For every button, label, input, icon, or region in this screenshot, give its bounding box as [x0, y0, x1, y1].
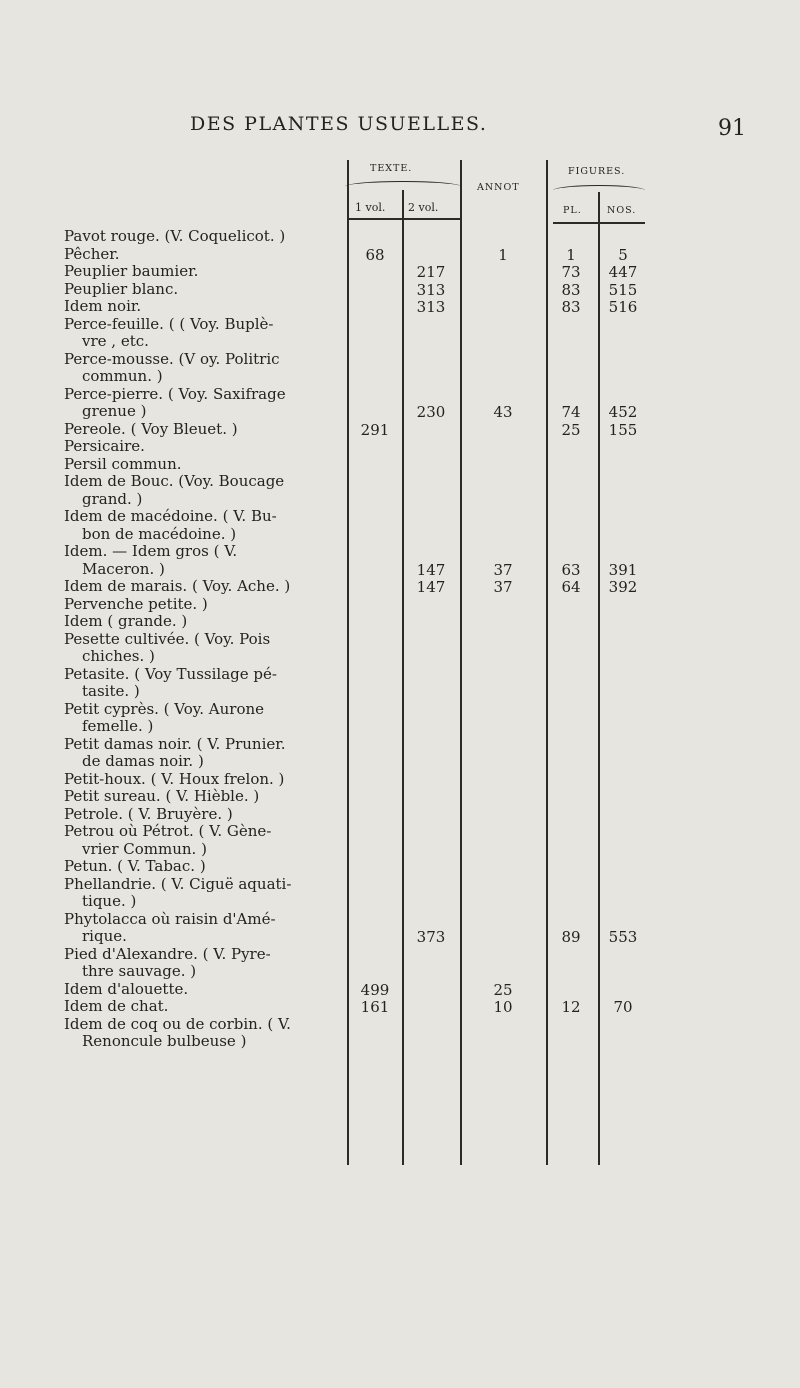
entry-continuation: femelle. )	[82, 717, 154, 735]
table-row	[64, 543, 342, 578]
figure-number-value: 5	[618, 245, 628, 264]
entry-continuation: grand. )	[82, 489, 143, 508]
entry-name: Pereole. ( Voy Bleuet. )	[64, 419, 238, 438]
table-row	[64, 631, 342, 666]
table-row	[64, 351, 342, 386]
entry-continuation: chiches. )	[82, 647, 155, 665]
entry-name: Persicaire.	[64, 437, 145, 455]
table-row	[64, 316, 342, 351]
plate-value: 64	[561, 578, 581, 596]
entry-name: Pavot rouge. (V. Coquelicot. )	[64, 227, 286, 245]
table-row	[64, 281, 342, 299]
entry-name: Persil commun.	[64, 454, 182, 473]
table-row	[64, 946, 342, 981]
table-row	[64, 666, 342, 701]
figure-number-value: 553	[608, 928, 638, 946]
text-vol1-value: 68	[365, 245, 385, 264]
pl-header: PL.	[563, 205, 582, 216]
column-rule	[347, 160, 349, 1165]
figure-number-value: 392	[608, 578, 638, 596]
table-row	[64, 806, 342, 824]
table-row	[64, 823, 342, 858]
entry-name: Perce-pierre. ( Voy. Saxifrage	[64, 384, 286, 403]
column-rule	[402, 190, 404, 1165]
figures-header: FIGURES.	[568, 166, 626, 177]
entry-name: Idem de chat.	[64, 997, 169, 1015]
table-row	[64, 438, 342, 456]
entry-name: Pied d'Alexandre. ( V. Pyre-	[64, 944, 271, 963]
entry-name: Petrole. ( V. Bruyère. )	[64, 804, 233, 823]
figure-number-value: 515	[608, 280, 638, 299]
table-row	[64, 228, 342, 246]
figure-number-value: 70	[613, 998, 633, 1016]
plate-value: 25	[561, 420, 581, 439]
entry-name: Idem noir.	[64, 297, 142, 315]
nos-header: NOS.	[607, 205, 637, 216]
running-title: DES PLANTES USUELLES.	[190, 113, 488, 135]
plate-value: 83	[561, 280, 581, 299]
texte-header: TEXTE.	[370, 163, 413, 174]
entry-name: Phellandrie. ( V. Ciguë aquati-	[64, 874, 292, 893]
table-row	[64, 456, 342, 474]
entry-name: Peuplier blanc.	[64, 279, 179, 298]
entry-name: Idem ( grande. )	[64, 612, 188, 630]
table-row	[64, 613, 342, 631]
plate-value: 73	[561, 263, 581, 281]
entry-continuation: vrier Commun. )	[82, 839, 207, 858]
entry-name: Idem de macédoine. ( V. Bu-	[64, 507, 277, 525]
entry-name: Idem de marais. ( Voy. Ache. )	[64, 577, 291, 595]
entry-name: Petasite. ( Voy Tussilage pé-	[64, 664, 277, 683]
entry-name: Idem de coq ou de corbin. ( V.	[64, 1014, 291, 1033]
vol2-header: 2 vol.	[408, 201, 439, 214]
annot-value: 25	[493, 980, 513, 999]
entry-continuation: bon de macédoine. )	[82, 524, 237, 543]
entry-name: Pesette cultivée. ( Voy. Pois	[64, 629, 271, 648]
text-vol2-value: 147	[416, 560, 446, 579]
table-row	[64, 246, 342, 264]
entry-name: Idem. — Idem gros ( V.	[64, 542, 238, 560]
entry-name: Petun. ( V. Tabac. )	[64, 857, 206, 875]
figure-number-value: 452	[608, 403, 638, 421]
entry-continuation: grenue )	[82, 402, 147, 420]
text-vol1-value: 499	[360, 980, 390, 999]
entry-name: Petit-houx. ( V. Houx frelon. )	[64, 769, 285, 788]
table-row	[64, 788, 342, 806]
text-vol2-value: 230	[416, 403, 446, 421]
entry-continuation: de damas noir. )	[82, 752, 204, 770]
figure-number-value: 447	[608, 263, 638, 281]
entry-continuation: thre sauvage. )	[82, 962, 197, 980]
table-row	[64, 263, 342, 281]
text-vol2-value: 313	[416, 298, 446, 316]
entry-name: Phytolacca où raisin d'Amé-	[64, 909, 276, 928]
table-row	[64, 911, 342, 946]
plate-value: 63	[561, 560, 581, 579]
text-vol2-value: 217	[416, 263, 446, 281]
entry-name: Pêcher.	[64, 244, 120, 263]
figure-number-value: 391	[608, 560, 638, 579]
table-row	[64, 578, 342, 596]
table-row	[64, 981, 342, 999]
table-row	[64, 508, 342, 543]
annot-value: 1	[498, 245, 508, 264]
table-row	[64, 1016, 342, 1051]
entry-name: Petit sureau. ( V. Hièble. )	[64, 787, 260, 805]
column-rule	[460, 160, 462, 1165]
vol1-header: 1 vol.	[355, 201, 386, 214]
table-row	[64, 876, 342, 911]
text-vol2-value: 147	[416, 578, 446, 596]
table-row	[64, 771, 342, 789]
plate-value: 1	[566, 245, 576, 264]
table-row	[64, 858, 342, 876]
header-rule-texte	[347, 218, 461, 220]
figure-number-value: 516	[608, 298, 638, 316]
entry-name: Petit cyprès. ( Voy. Aurone	[64, 699, 265, 718]
entry-continuation: tasite. )	[82, 682, 140, 700]
plate-value: 83	[561, 298, 581, 316]
annot-value: 10	[493, 998, 513, 1016]
table-row	[64, 998, 342, 1016]
entry-name: Perce-mousse. (V oy. Politric	[64, 349, 280, 368]
plate-value: 12	[561, 998, 581, 1016]
entry-continuation: commun. )	[82, 367, 163, 385]
plate-value: 74	[561, 403, 581, 421]
annot-value: 37	[493, 578, 513, 596]
table-row	[64, 386, 342, 421]
entry-name: Peuplier baumier.	[64, 262, 199, 280]
table-row	[64, 736, 342, 771]
page-number: 91	[718, 116, 746, 141]
table-row	[64, 421, 342, 439]
entry-name: Idem d'alouette.	[64, 979, 189, 998]
column-rule	[598, 192, 600, 1165]
text-vol2-value: 373	[416, 928, 446, 946]
entry-name: Idem de Bouc. (Voy. Boucage	[64, 472, 285, 490]
plate-value: 89	[561, 928, 581, 946]
entry-name: Petit damas noir. ( V. Prunier.	[64, 734, 286, 753]
annot-header: ANNOT	[477, 182, 520, 193]
entry-continuation: vre , etc.	[82, 332, 149, 350]
entry-continuation: Maceron. )	[82, 559, 165, 578]
text-vol1-value: 161	[360, 998, 390, 1016]
table-row	[64, 596, 342, 614]
text-vol2-value: 313	[416, 280, 446, 299]
table-row	[64, 701, 342, 736]
text-vol1-value: 291	[360, 420, 390, 439]
entry-continuation: rique.	[82, 927, 127, 945]
entry-continuation: Renoncule bulbeuse )	[82, 1032, 247, 1050]
annot-value: 37	[493, 560, 513, 579]
entry-name: Petrou où Pétrot. ( V. Gène-	[64, 822, 272, 840]
table-row	[64, 473, 342, 508]
table-row	[64, 298, 342, 316]
entry-name: Perce-feuille. ( ( Voy. Buplè-	[64, 314, 274, 333]
entry-name: Pervenche petite. )	[64, 594, 208, 613]
figure-number-value: 155	[608, 420, 638, 439]
annot-value: 43	[493, 403, 513, 421]
entry-continuation: tique. )	[82, 892, 137, 910]
